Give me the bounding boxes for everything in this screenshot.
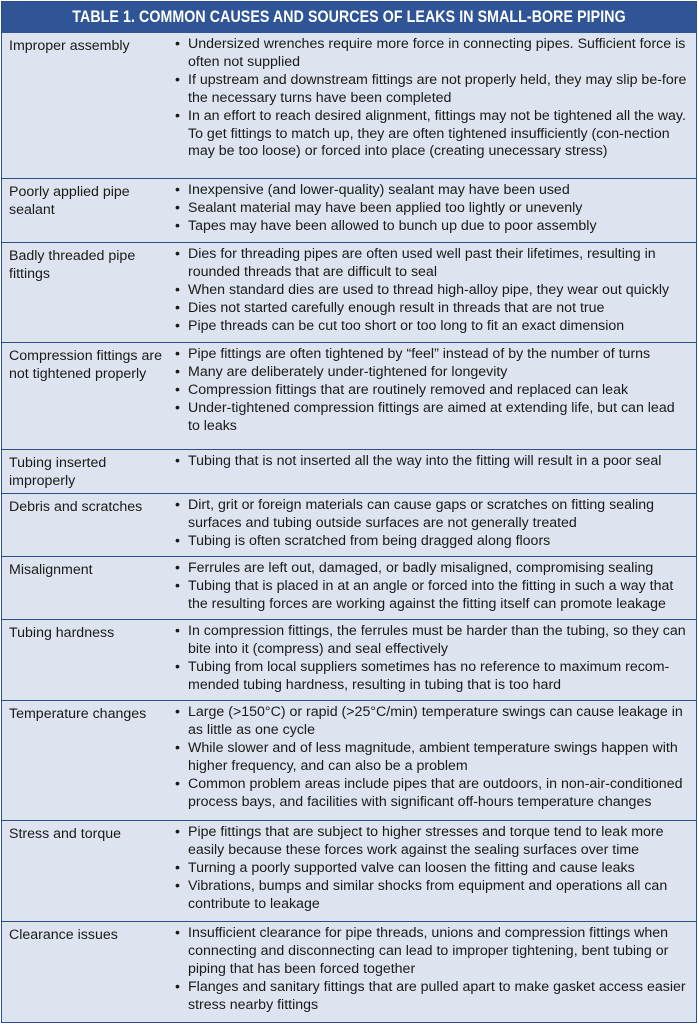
- cause-cell: Stress and torque: [9, 826, 121, 842]
- table-row: [2, 820, 696, 921]
- source-item: • Pipe threads can be cut too short or too long to fit an exact dimension: [172, 318, 690, 336]
- source-item: • Under-tightened compression fittings are aimed at extending life, but can lead to leaks: [172, 400, 690, 436]
- source-item: • Turning a poorly supported valve can loosen the fitting and cause leaks: [172, 860, 690, 878]
- source-item: • Undersized wrenches require more force in connecting pipes. Sufficient force is often not supplied: [172, 36, 690, 72]
- cause-cell: Badly threaded pipe fittings: [9, 248, 136, 282]
- table-row: [2, 921, 696, 1020]
- source-item: • Large (>150°C) or rapid (>25°C/min) temperature swings can cause leakage in as little as one cycle: [172, 704, 690, 740]
- table-row: [2, 33, 696, 178]
- source-item: • Dies for threading pipes are often used well past their lifetimes, resulting in rounded threads that are difficult to seal: [172, 246, 690, 282]
- table-row: [2, 242, 696, 342]
- table-row: [2, 700, 696, 820]
- table-row: [2, 342, 696, 449]
- table-title: TABLE 1. COMMON CAUSES AND SOURCES OF LEAKS IN SMALL-BORE PIPING: [51, 2, 648, 33]
- table-header: [2, 2, 696, 33]
- sources-list: [172, 33, 696, 178]
- sources-list: [172, 243, 696, 342]
- source-item: • Dirt, grit or foreign materials can cause gaps or scratches on fitting sealing surfaces and tubing outside surfaces are not generally treated: [172, 497, 690, 533]
- table-row: [2, 493, 696, 556]
- sources-list: [172, 922, 696, 1020]
- source-item: • Inexpensive (and lower-quality) sealant may have been used: [172, 182, 690, 200]
- source-item: • Ferrules are left out, damaged, or badly misaligned, compromising sealing: [172, 560, 690, 578]
- table-row: [2, 449, 696, 493]
- cause-cell: Improper assembly: [9, 38, 130, 54]
- table-body: [2, 33, 696, 1020]
- source-item: • Insufficient clearance for pipe threads, unions and compression fittings when connecting and disconnecting can lead to improper tightening, bent tubing or piping that has been forced together: [172, 925, 690, 979]
- source-item: • While slower and of less magnitude, ambient temperature swings happen with higher frequency, and can also be a problem: [172, 740, 690, 776]
- sources-list: [172, 179, 696, 242]
- source-item: • Flanges and sanitary fittings that are pulled apart to make gasket access easier stress nearby fittings: [172, 979, 690, 1015]
- source-item: • Pipe fittings are often tightened by “feel” instead of by the number of turns: [172, 346, 690, 364]
- cause-cell: Poorly applied pipe sealant: [9, 184, 130, 218]
- table-row: [2, 619, 696, 700]
- source-item: • Tubing is often scratched from being dragged along floors: [172, 533, 690, 551]
- cause-cell: Tubing inserted improperly: [9, 455, 107, 489]
- source-item: • Many are deliberately under-tightened for longevity: [172, 364, 690, 382]
- source-item: • Tubing that is not inserted all the way into the fitting will result in a poor seal: [172, 453, 690, 471]
- source-item: • Pipe fittings that are subject to higher stresses and torque tend to leak more easily because these forces work against the sealing surfaces over time: [172, 824, 690, 860]
- source-item: • If upstream and downstream fittings are not properly held, they may slip be-fore the necessary turns have been completed: [172, 72, 690, 108]
- sources-list: [172, 450, 696, 493]
- table-row: [2, 178, 696, 242]
- cause-cell: Temperature changes: [9, 706, 147, 722]
- source-item: • In an effort to reach desired alignment, fittings may not be tightened all the way. To get fittings to match up, they are often tightened insufficiently (con-nection may be too loose) or forced into place (creating unecessary stress): [172, 108, 690, 162]
- source-item: • Dies not started carefully enough result in threads that are not true: [172, 300, 690, 318]
- sources-list: [172, 620, 696, 700]
- leak-causes-table: [1, 1, 697, 1023]
- source-item: • Common problem areas include pipes that are outdoors, in non-air-conditioned process bays, and facilities with significant off-hours temperature changes: [172, 776, 690, 812]
- source-item: • In compression fittings, the ferrules must be harder than the tubing, so they can bite into it (compress) and seal effectively: [172, 623, 690, 659]
- source-item: • Vibrations, bumps and similar shocks from equipment and operations all can contribute to leakage: [172, 878, 690, 914]
- cause-cell: Misalignment: [9, 562, 93, 578]
- table-row: [2, 556, 696, 619]
- cause-cell: Clearance issues: [9, 927, 118, 943]
- sources-list: [172, 821, 696, 921]
- source-item: • Sealant material may have been applied too lightly or unevenly: [172, 200, 690, 218]
- cause-cell: Compression fittings are not tightened properly: [9, 348, 162, 382]
- cause-cell: Debris and scratches: [9, 499, 143, 515]
- cause-cell: Tubing hardness: [9, 625, 115, 641]
- source-item: • Tubing from local suppliers sometimes has no reference to maximum recom-mended tubing hardness, resulting in tubing that is too hard: [172, 659, 690, 695]
- sources-list: [172, 557, 696, 619]
- source-item: • Compression fittings that are routinely removed and replaced can leak: [172, 382, 690, 400]
- source-item: • Tapes may have been allowed to bunch up due to poor assembly: [172, 218, 690, 236]
- sources-list: [172, 494, 696, 556]
- source-item: • When standard dies are used to thread high-alloy pipe, they wear out quickly: [172, 282, 690, 300]
- sources-list: [172, 701, 696, 820]
- source-item: • Tubing that is placed in at an angle or forced into the fitting in such a way that the resulting forces are working against the fitting itself can promote leakage: [172, 578, 690, 614]
- sources-list: [172, 343, 696, 449]
